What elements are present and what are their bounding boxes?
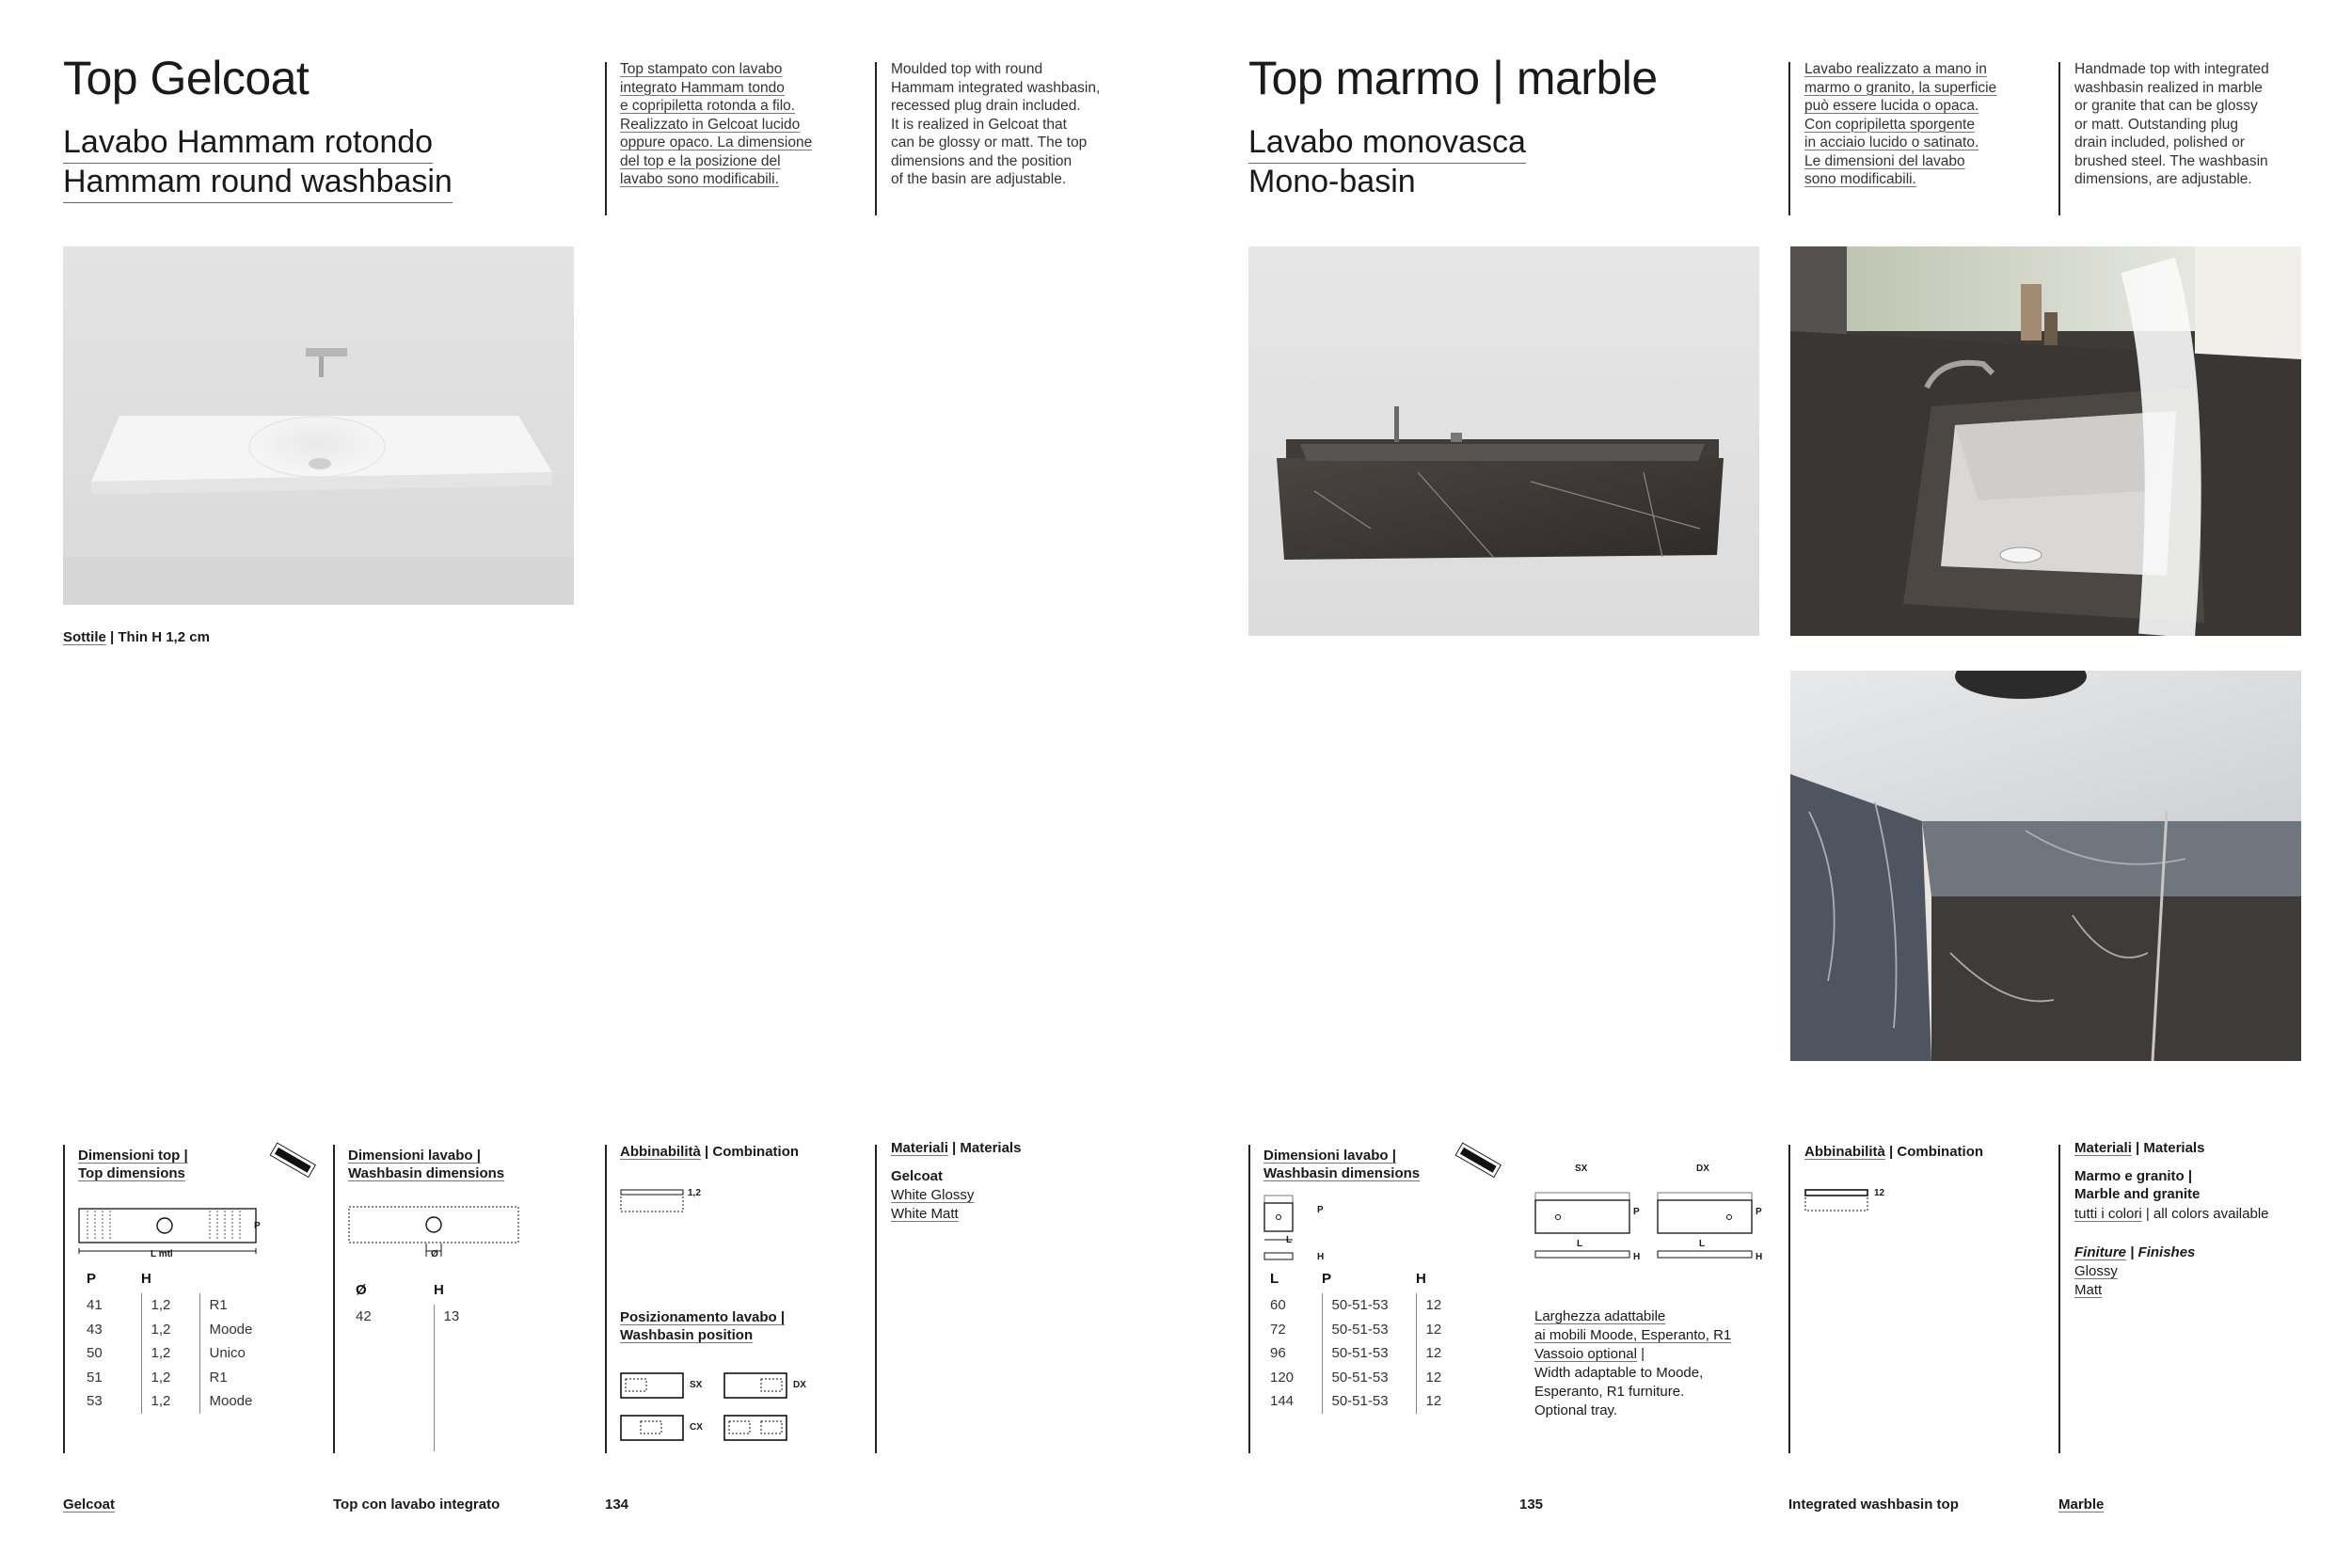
dim-washbasin-title: Dimensioni lavabo | Washbasin dimensions	[348, 1148, 505, 1181]
divider	[2058, 1145, 2060, 1453]
page-number: 135	[1519, 1497, 1544, 1513]
thin-caption: Sottile | Thin H 1,2 cm	[63, 629, 210, 645]
divider	[1788, 62, 1790, 215]
label-p: P	[254, 1221, 261, 1231]
top-dimensions-table: P H 41 1,2 R1 43 1,2 Moode 50 1,2 Unico 51 1,2 R1 53 1,2 Moode	[87, 1269, 284, 1414]
left-title: Top Gelcoat	[63, 52, 310, 104]
divider	[605, 1145, 607, 1453]
right-dim-washbasin-title: Dimensioni lavabo | Washbasin dimensions	[1263, 1148, 1421, 1181]
divider	[605, 62, 607, 215]
right-subtitle-it: Lavabo monovasca	[1248, 122, 1526, 164]
material-option: White Glossy	[891, 1187, 975, 1203]
left-desc-en: Moulded top with round Hammam integrated washbasin, recessed plug drain included. It is realized in Gelcoat that can be glossy or matt. The top dimensions and the position of the basin are adjustable.	[891, 61, 1101, 187]
label-h: H	[1756, 1252, 1763, 1262]
table-row: 120 50-51-53 12	[1270, 1366, 1454, 1390]
label-l-mtl: L mtl	[151, 1249, 173, 1259]
label-p: P	[1317, 1205, 1324, 1215]
divider	[1248, 1145, 1250, 1453]
label-sx: SX	[690, 1380, 703, 1390]
right-combination-value: 12	[1874, 1188, 1885, 1198]
dim-top-title: Dimensioni top | Top dimensions	[78, 1148, 188, 1181]
divider	[333, 1145, 335, 1453]
product-photo-marble-basin	[1248, 246, 1759, 636]
finish-option: Glossy	[2074, 1263, 2118, 1279]
left-subtitle-it: Lavabo Hammam rotondo	[63, 122, 433, 164]
position-diagrams	[620, 1372, 808, 1448]
table-row: 43 1,2 Moode	[87, 1318, 284, 1342]
label-diameter: Ø	[431, 1249, 438, 1259]
finishes-title: Finiture | Finishes	[2074, 1244, 2196, 1260]
position-title: Posizionamento lavabo | Washbasin position	[620, 1309, 786, 1343]
table-row: 41 1,2 R1	[87, 1293, 284, 1318]
divider	[875, 62, 877, 215]
product-photo-marble-detail	[1790, 671, 2301, 1061]
combination-diagram	[620, 1189, 695, 1217]
table-row: 72 50-51-53 12	[1270, 1318, 1454, 1342]
label-l: L	[1286, 1235, 1293, 1245]
divider	[1788, 1145, 1790, 1453]
label-l: L	[1699, 1239, 1706, 1249]
material-name: Marmo e granito | Marble and granite	[2074, 1168, 2201, 1202]
materials-title: Materiali | Materials	[891, 1140, 1022, 1156]
table-row: 96 50-51-53 12	[1270, 1341, 1454, 1366]
material-option: White Matt	[891, 1206, 959, 1222]
label-dx: DX	[793, 1380, 806, 1390]
left-desc-it: Top stampato con lavabo integrato Hammam tondo e copripiletta rotonda a filo. Realizzato in Gelcoat lucido oppure opaco. La dimensione del top e la posizione del lavabo sono modificabili.	[620, 61, 813, 187]
table-row: 53 1,2 Moode	[87, 1389, 284, 1414]
table-row: 50 1,2 Unico	[87, 1341, 284, 1366]
left-subtitle-en: Hammam round washbasin	[63, 162, 453, 203]
divider	[875, 1145, 877, 1453]
material-colors: tutti i colori | all colors available	[2074, 1206, 2269, 1222]
footer-section: Gelcoat	[63, 1497, 116, 1513]
label-l: L	[1577, 1239, 1583, 1249]
width-note: Larghezza adattabile ai mobili Moode, Esperanto, R1 Vassoio optional | Width adaptable to Moode, Esperanto, R1 furniture. Optional tray.	[1534, 1308, 1732, 1418]
right-subtitle-en: Mono-basin	[1248, 164, 1416, 199]
right-title: Top marmo | marble	[1248, 52, 1658, 104]
table-row: 51 1,2 R1	[87, 1366, 284, 1390]
label-p: P	[1756, 1207, 1762, 1217]
label-cx: CX	[690, 1422, 703, 1433]
right-combination-diagram	[1804, 1189, 1880, 1217]
footer-subtitle: Top con lavabo integrato	[333, 1497, 501, 1513]
combination-value: 1,2	[688, 1188, 701, 1198]
washbasin-front-diagram	[1263, 1195, 1320, 1270]
measure-tag-icon	[267, 1142, 316, 1181]
product-photo-gelcoat	[63, 246, 574, 605]
table-row: 60 50-51-53 12	[1270, 1293, 1454, 1318]
right-desc-it: Lavabo realizzato a mano in marmo o granito, la superficie può essere lucida o opaca. Con copripiletta sporgente in acciaio lucido o satinato. Le dimensioni del lavabo sono modificabili.	[1804, 61, 1997, 187]
right-desc-en: Handmade top with integrated washbasin realized in marble or granite that can be glossy or matt. Outstanding plug drain included, polished or brushed steel. The washbasin dimensions, are adjustable.	[2074, 61, 2269, 187]
page-number: 134	[605, 1497, 629, 1513]
table-row: 42 13	[356, 1305, 490, 1329]
product-photo-interior	[1790, 246, 2301, 636]
finish-option: Matt	[2074, 1282, 2103, 1298]
combination-title: Abbinabilità | Combination	[620, 1144, 800, 1160]
right-combination-title: Abbinabilità | Combination	[1804, 1144, 1984, 1160]
right-washbasin-dimensions-table: L P H 60 50-51-53 12 72 50-51-53 12 96 50-51-53 12 120 50-51-53 12 144 50-51-53 12	[1270, 1269, 1454, 1414]
label-dx: DX	[1696, 1164, 1709, 1174]
label-h: H	[1317, 1252, 1325, 1262]
measure-tag-icon	[1453, 1142, 1502, 1181]
footer-subtitle: Integrated washbasin top	[1788, 1497, 1959, 1513]
washbasin-dimensions-table: Ø H 42 13	[356, 1280, 490, 1451]
right-materials-title: Materiali | Materials	[2074, 1140, 2205, 1156]
divider	[63, 1145, 65, 1453]
material-name: Gelcoat	[891, 1168, 944, 1184]
label-h: H	[1633, 1252, 1641, 1262]
label-sx: SX	[1575, 1164, 1588, 1174]
table-row: 144 50-51-53 12	[1270, 1389, 1454, 1414]
label-p: P	[1633, 1207, 1640, 1217]
side-position-diagrams	[1534, 1192, 1788, 1267]
divider	[2058, 62, 2060, 215]
footer-section: Marble	[2058, 1497, 2105, 1513]
